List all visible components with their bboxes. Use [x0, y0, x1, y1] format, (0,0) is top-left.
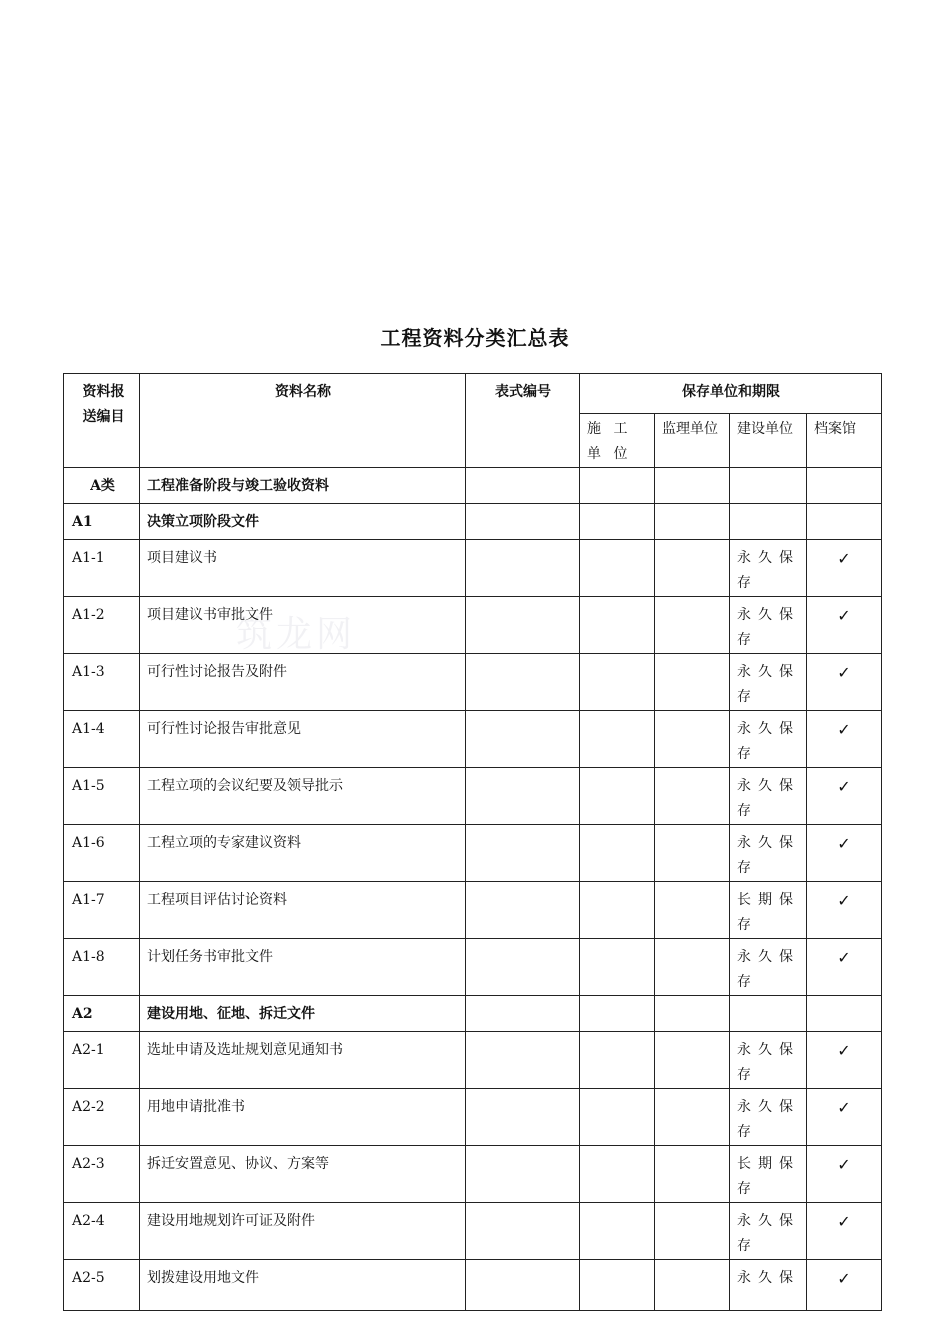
name-cell: 选址申请及选址规划意见通知书 [140, 1032, 466, 1089]
supervision-cell [655, 654, 730, 711]
code-cell: A2 [64, 996, 140, 1032]
header-owner-unit: 建设单位 [730, 414, 807, 468]
owner-retention-cell: 永久保存 [730, 768, 807, 825]
table-row [64, 825, 882, 882]
construction-cell [580, 711, 655, 768]
name-cell: 决策立项阶段文件 [140, 504, 466, 540]
table-row [64, 1203, 882, 1260]
category-row [64, 504, 882, 540]
code-cell: A2-1 [64, 1032, 140, 1089]
check-icon: ✓ [807, 654, 882, 711]
supervision-cell [655, 882, 730, 939]
header-form: 表式编号 [466, 374, 580, 468]
owner-retention-cell: 永久保存 [730, 711, 807, 768]
construction-cell [580, 504, 655, 540]
check-icon: ✓ [807, 1032, 882, 1089]
header-retention: 保存单位和期限 [580, 374, 882, 414]
check-icon: ✓ [807, 1260, 882, 1311]
owner-retention-cell: 永久保存 [730, 825, 807, 882]
owner-retention-cell: 永久保存 [730, 654, 807, 711]
check-icon: ✓ [807, 597, 882, 654]
name-cell: 项目建议书 [140, 540, 466, 597]
check-icon: ✓ [807, 540, 882, 597]
table-row [64, 939, 882, 996]
form-cell [466, 1089, 580, 1146]
form-cell [466, 597, 580, 654]
table-row [64, 654, 882, 711]
check-icon: ✓ [807, 1146, 882, 1203]
owner-retention-cell [730, 996, 807, 1032]
name-cell: 工程准备阶段与竣工验收资料 [140, 468, 466, 504]
code-cell: A1-3 [64, 654, 140, 711]
header-archive: 档案馆 [807, 414, 882, 468]
name-cell: 划拨建设用地文件 [140, 1260, 466, 1311]
code-cell: A类 [64, 468, 140, 504]
name-cell: 项目建议书审批文件 [140, 597, 466, 654]
owner-retention-cell: 永久保 [730, 1260, 807, 1311]
form-cell [466, 711, 580, 768]
code-cell: A1-2 [64, 597, 140, 654]
construction-cell [580, 825, 655, 882]
check-icon: ✓ [807, 825, 882, 882]
table-row [64, 1260, 882, 1311]
construction-cell [580, 1089, 655, 1146]
name-cell: 可行性讨论报告及附件 [140, 654, 466, 711]
archive-cell [807, 504, 882, 540]
supervision-cell [655, 1260, 730, 1311]
code-cell: A1-4 [64, 711, 140, 768]
construction-cell [580, 597, 655, 654]
classification-table [63, 373, 882, 1311]
form-cell [466, 882, 580, 939]
table-row [64, 1032, 882, 1089]
category-row [64, 996, 882, 1032]
code-cell: A2-2 [64, 1089, 140, 1146]
code-cell: A2-5 [64, 1260, 140, 1311]
header-code: 资料报送编目 [64, 374, 140, 468]
form-cell [466, 1203, 580, 1260]
table-row [64, 540, 882, 597]
table-row [64, 882, 882, 939]
name-cell: 可行性讨论报告审批意见 [140, 711, 466, 768]
archive-cell [807, 996, 882, 1032]
supervision-cell [655, 939, 730, 996]
code-cell: A1 [64, 504, 140, 540]
check-icon: ✓ [807, 711, 882, 768]
owner-retention-cell [730, 504, 807, 540]
header-name: 资料名称 [140, 374, 466, 468]
form-cell [466, 1260, 580, 1311]
construction-cell [580, 939, 655, 996]
construction-cell [580, 468, 655, 504]
form-cell [466, 1032, 580, 1089]
owner-retention-cell: 永久保存 [730, 939, 807, 996]
supervision-cell [655, 825, 730, 882]
construction-cell [580, 1203, 655, 1260]
construction-cell [580, 1260, 655, 1311]
supervision-cell [655, 1032, 730, 1089]
check-icon: ✓ [807, 939, 882, 996]
name-cell: 工程项目评估讨论资料 [140, 882, 466, 939]
owner-retention-cell: 长期保存 [730, 882, 807, 939]
supervision-cell [655, 711, 730, 768]
owner-retention-cell: 永久保存 [730, 540, 807, 597]
watermark: 筑龙网 [236, 614, 357, 655]
construction-cell [580, 882, 655, 939]
form-cell [466, 996, 580, 1032]
page-title: 工程资料分类汇总表 [380, 326, 570, 350]
owner-retention-cell: 长期保存 [730, 1146, 807, 1203]
construction-cell [580, 1032, 655, 1089]
name-cell: 用地申请批准书 [140, 1089, 466, 1146]
construction-cell [580, 996, 655, 1032]
code-cell: A2-3 [64, 1146, 140, 1203]
name-cell: 建设用地、征地、拆迁文件 [140, 996, 466, 1032]
name-cell: 工程立项的专家建议资料 [140, 825, 466, 882]
supervision-cell [655, 768, 730, 825]
construction-cell [580, 768, 655, 825]
code-cell: A2-4 [64, 1203, 140, 1260]
construction-cell [580, 1146, 655, 1203]
code-cell: A1-5 [64, 768, 140, 825]
supervision-cell [655, 597, 730, 654]
supervision-cell [655, 540, 730, 597]
check-icon: ✓ [807, 1089, 882, 1146]
form-cell [466, 654, 580, 711]
category-row [64, 468, 882, 504]
supervision-cell [655, 504, 730, 540]
check-icon: ✓ [807, 768, 882, 825]
owner-retention-cell: 永久保存 [730, 1032, 807, 1089]
owner-retention-cell [730, 468, 807, 504]
table-row [64, 768, 882, 825]
form-cell [466, 504, 580, 540]
name-cell: 拆迁安置意见、协议、方案等 [140, 1146, 466, 1203]
supervision-cell [655, 1146, 730, 1203]
check-icon: ✓ [807, 1203, 882, 1260]
supervision-cell [655, 1089, 730, 1146]
header-construction-unit: 施 工 单 位 [580, 414, 655, 468]
supervision-cell [655, 996, 730, 1032]
supervision-cell [655, 1203, 730, 1260]
construction-cell [580, 540, 655, 597]
code-cell: A1-1 [64, 540, 140, 597]
form-cell [466, 540, 580, 597]
code-cell: A1-8 [64, 939, 140, 996]
form-cell [466, 468, 580, 504]
check-icon: ✓ [807, 882, 882, 939]
form-cell [466, 1146, 580, 1203]
table-row [64, 597, 882, 654]
name-cell: 计划任务书审批文件 [140, 939, 466, 996]
header-supervision-unit: 监理单位 [655, 414, 730, 468]
owner-retention-cell: 永久保存 [730, 597, 807, 654]
table-row [64, 711, 882, 768]
code-cell: A1-7 [64, 882, 140, 939]
supervision-cell [655, 468, 730, 504]
construction-cell [580, 654, 655, 711]
owner-retention-cell: 永久保存 [730, 1203, 807, 1260]
table-row [64, 1089, 882, 1146]
form-cell [466, 768, 580, 825]
name-cell: 建设用地规划许可证及附件 [140, 1203, 466, 1260]
archive-cell [807, 468, 882, 504]
form-cell [466, 825, 580, 882]
code-cell: A1-6 [64, 825, 140, 882]
owner-retention-cell: 永久保存 [730, 1089, 807, 1146]
table-row [64, 1146, 882, 1203]
form-cell [466, 939, 580, 996]
name-cell: 工程立项的会议纪要及领导批示 [140, 768, 466, 825]
